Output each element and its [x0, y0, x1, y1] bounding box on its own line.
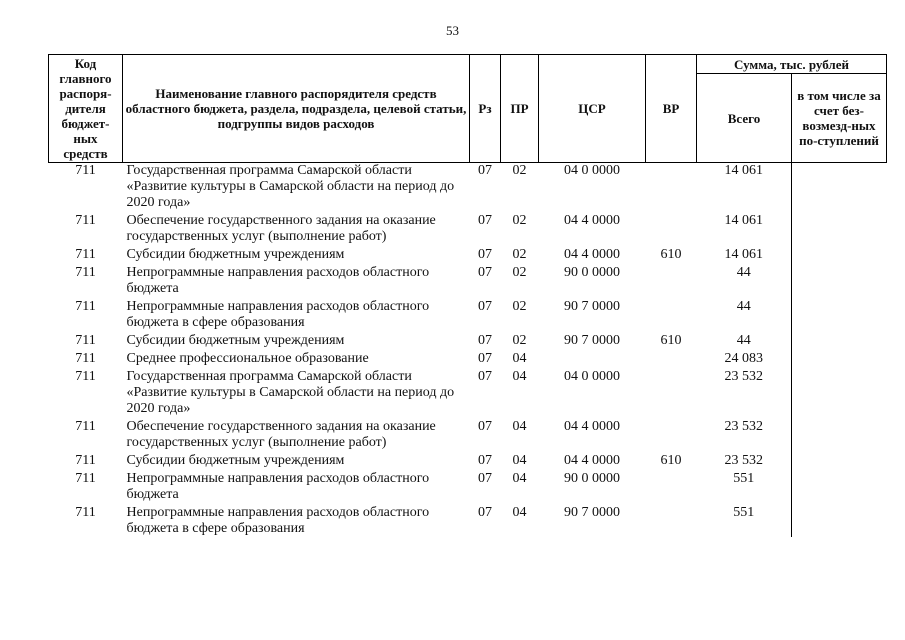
cell-name: Государственная программа Самарской области «Развитие культуры в Самарской области на период до 2020 года»	[126, 369, 455, 416]
cell-vr	[646, 469, 697, 503]
cell-name: Государственная программа Самарской области «Развитие культуры в Самарской области на период до 2020 года»	[126, 163, 455, 210]
cell-vr: 610	[660, 247, 682, 262]
table-header	[49, 55, 887, 163]
table-row	[49, 469, 887, 503]
cell-code: 711	[75, 163, 96, 178]
cell-pr: 02	[512, 265, 527, 280]
cell-name: Субсидии бюджетным учреждениям	[126, 247, 345, 262]
cell-code: 711	[75, 333, 96, 348]
cell-total: 14 061	[724, 213, 763, 228]
header-pr: ПР	[501, 55, 539, 163]
cell-vr	[646, 367, 697, 417]
cell-rz: 07	[478, 505, 492, 520]
cell-code: 711	[75, 471, 96, 486]
cell-csr: 90 0 0000	[564, 471, 620, 486]
cell-code: 711	[75, 213, 96, 228]
cell-total: 44	[736, 333, 751, 348]
cell-total: 44	[736, 299, 751, 314]
cell-csr: 04 4 0000	[564, 419, 620, 434]
cell-csr: 04 0 0000	[564, 369, 620, 384]
table-row	[49, 331, 887, 349]
table-row	[49, 367, 887, 417]
cell-pr: 02	[512, 333, 527, 348]
cell-pr: 04	[512, 471, 527, 486]
cell-vr	[646, 349, 697, 367]
cell-total: 14 061	[724, 247, 763, 262]
cell-code: 711	[75, 505, 96, 520]
cell-pr: 04	[512, 453, 527, 468]
header-total: Всего	[697, 74, 792, 163]
cell-code: 711	[75, 369, 96, 384]
cell-total: 551	[733, 505, 755, 520]
cell-rz: 07	[478, 369, 492, 384]
cell-csr: 90 7 0000	[564, 299, 620, 314]
cell-vr	[646, 417, 697, 451]
cell-rz: 07	[478, 453, 492, 468]
cell-vr: 610	[660, 333, 682, 348]
cell-vr	[646, 263, 697, 297]
cell-pr: 04	[512, 369, 527, 384]
cell-vr: 610	[660, 453, 682, 468]
table-row	[49, 451, 887, 469]
cell-total: 24 083	[724, 351, 763, 366]
cell-rz: 07	[478, 471, 492, 486]
table-row	[49, 263, 887, 297]
cell-total: 44	[736, 265, 751, 280]
cell-vr	[646, 503, 697, 537]
cell-vr	[646, 163, 697, 212]
cell-csr	[539, 349, 646, 367]
cell-code: 711	[75, 419, 96, 434]
cell-rz: 07	[478, 351, 492, 366]
cell-incl	[792, 503, 887, 537]
cell-code: 711	[75, 351, 96, 366]
cell-name: Обеспечение государственного задания на оказание государственных услуг (выполнение работ)	[126, 213, 436, 244]
cell-incl	[792, 349, 887, 367]
cell-total: 14 061	[724, 163, 763, 178]
header-name: Наименование главного распорядителя средств областного бюджета, раздела, подраздела, целевой статьи, подгруппы видов расходов	[123, 55, 470, 163]
header-csr: ЦСР	[539, 55, 646, 163]
cell-incl	[792, 211, 887, 245]
cell-incl	[792, 417, 887, 451]
header-code: Код главного распоря-дителя бюджет-ных средств	[49, 55, 123, 163]
cell-name: Непрограммные направления расходов областного бюджета	[126, 265, 430, 296]
cell-pr: 02	[512, 247, 527, 262]
cell-csr: 90 7 0000	[564, 505, 620, 520]
page-number: 53	[446, 23, 459, 38]
header-sum: Сумма, тыс. рублей	[697, 55, 887, 74]
cell-code: 711	[75, 247, 96, 262]
cell-incl	[792, 367, 887, 417]
cell-code: 711	[75, 453, 96, 468]
cell-code: 711	[75, 299, 96, 314]
table-row	[49, 297, 887, 331]
table-body	[49, 163, 887, 538]
cell-incl	[792, 331, 887, 349]
cell-total: 23 532	[724, 419, 763, 434]
cell-incl	[792, 451, 887, 469]
cell-name: Субсидии бюджетным учреждениям	[126, 333, 345, 348]
cell-pr: 04	[512, 351, 527, 366]
cell-pr: 02	[512, 299, 527, 314]
cell-rz: 07	[478, 213, 492, 228]
cell-vr	[646, 211, 697, 245]
cell-csr: 04 4 0000	[564, 453, 620, 468]
cell-vr	[646, 297, 697, 331]
cell-name: Обеспечение государственного задания на оказание государственных услуг (выполнение работ)	[126, 419, 436, 450]
cell-code: 711	[75, 265, 96, 280]
table-row	[49, 163, 887, 212]
table-row	[49, 349, 887, 367]
cell-csr: 90 0 0000	[564, 265, 620, 280]
cell-total: 23 532	[724, 453, 763, 468]
cell-rz: 07	[478, 163, 492, 178]
cell-incl	[792, 469, 887, 503]
cell-incl	[792, 263, 887, 297]
cell-csr: 90 7 0000	[564, 333, 620, 348]
budget-table	[48, 54, 887, 537]
cell-name: Непрограммные направления расходов областного бюджета	[126, 471, 430, 502]
table-row	[49, 417, 887, 451]
cell-total: 551	[733, 471, 755, 486]
table-row	[49, 211, 887, 245]
cell-total: 23 532	[724, 369, 763, 384]
cell-pr: 04	[512, 505, 527, 520]
cell-rz: 07	[478, 265, 492, 280]
cell-rz: 07	[478, 419, 492, 434]
cell-csr: 04 4 0000	[564, 247, 620, 262]
cell-incl	[792, 245, 887, 263]
cell-name: Среднее профессиональное образование	[126, 351, 369, 366]
cell-name: Субсидии бюджетным учреждениям	[126, 453, 345, 468]
cell-name: Непрограммные направления расходов областного бюджета в сфере образования	[126, 299, 430, 330]
cell-incl	[792, 297, 887, 331]
cell-pr: 04	[512, 419, 527, 434]
cell-pr: 02	[512, 213, 527, 228]
cell-name: Непрограммные направления расходов областного бюджета в сфере образования	[126, 505, 430, 536]
cell-rz: 07	[478, 333, 492, 348]
cell-csr: 04 0 0000	[564, 163, 620, 178]
table-row	[49, 503, 887, 537]
header-vr: ВР	[646, 55, 697, 163]
cell-pr: 02	[512, 163, 527, 178]
table-row	[49, 245, 887, 263]
cell-csr: 04 4 0000	[564, 213, 620, 228]
cell-rz: 07	[478, 299, 492, 314]
cell-incl	[792, 163, 887, 212]
header-incl: в том числе за счет без-возмезд-ных по-ступлений	[792, 74, 887, 163]
cell-rz: 07	[478, 247, 492, 262]
header-rz: Рз	[470, 55, 501, 163]
